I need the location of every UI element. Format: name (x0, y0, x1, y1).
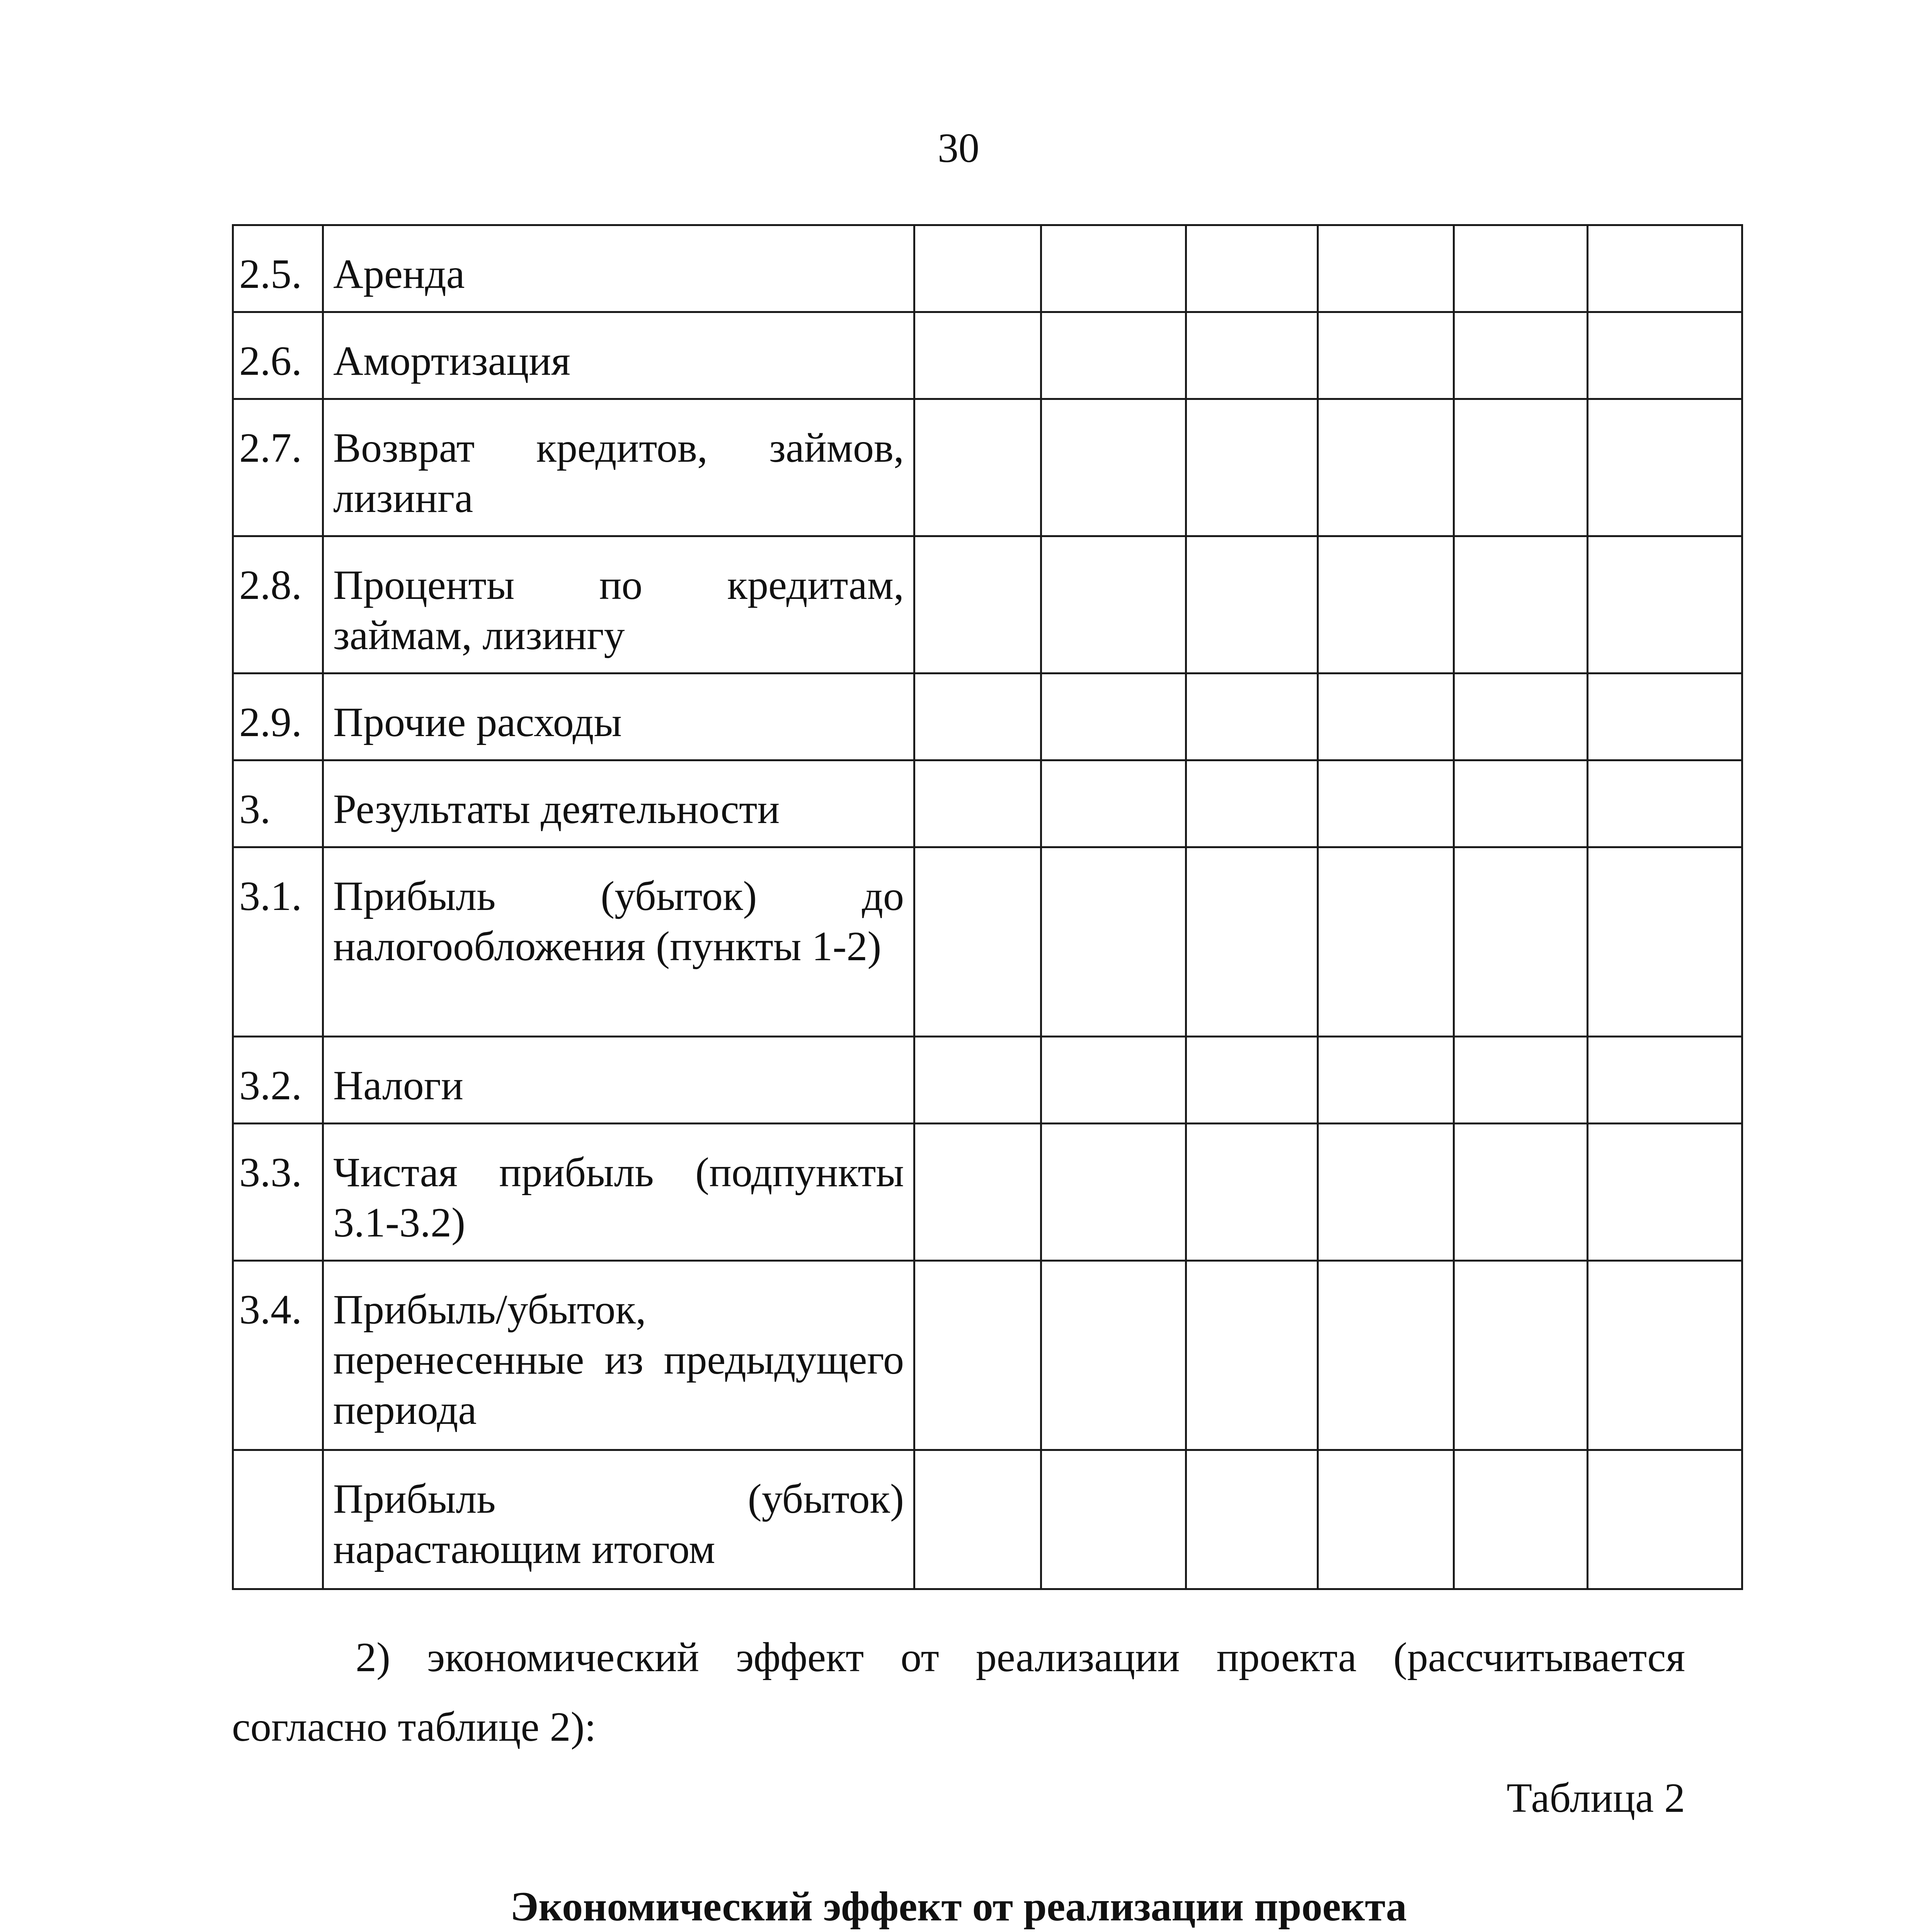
value-cell (1588, 847, 1742, 1037)
value-cell (1186, 536, 1318, 673)
value-cell (914, 536, 1041, 673)
value-cell (1588, 312, 1742, 399)
value-cell (1454, 1037, 1588, 1124)
table-1-financial-results (232, 224, 1743, 1590)
value-cell (914, 847, 1041, 1037)
value-cell (1186, 673, 1318, 760)
value-cell (1454, 847, 1588, 1037)
value-cell (1454, 760, 1588, 847)
value-cell (914, 312, 1041, 399)
value-cell (1041, 847, 1186, 1037)
value-cell (1454, 536, 1588, 673)
value-cell (1454, 312, 1588, 399)
row-number: 2.9. (233, 673, 323, 760)
value-cell (1186, 847, 1318, 1037)
table-row (233, 536, 1742, 673)
table-row (233, 225, 1742, 312)
value-cell (1041, 673, 1186, 760)
value-cell (1186, 1037, 1318, 1124)
row-label: Прибыль (убыток) до налогообложения (пункты 1-2) (323, 847, 914, 1037)
row-label: Результаты деятельности (323, 760, 914, 847)
row-number: 2.8. (233, 536, 323, 673)
row-number: 3.3. (233, 1124, 323, 1261)
table-row (233, 673, 1742, 760)
table-row (233, 760, 1742, 847)
value-cell (1318, 312, 1454, 399)
row-label: Возврат кредитов, займов, лизинга (323, 399, 914, 536)
value-cell (914, 1261, 1041, 1450)
row-number: 3. (233, 760, 323, 847)
row-label: Чистая прибыль (подпункты 3.1-3.2) (323, 1124, 914, 1261)
value-cell (1588, 536, 1742, 673)
value-cell (1041, 1261, 1186, 1450)
page-number: 30 (938, 125, 979, 171)
value-cell (1186, 1261, 1318, 1450)
row-number: 3.4. (233, 1261, 323, 1450)
value-cell (1186, 760, 1318, 847)
value-cell (1318, 673, 1454, 760)
row-label: Прибыль/убыток, перенесенные из предыдущего периода (323, 1261, 914, 1450)
value-cell (1318, 1124, 1454, 1261)
value-cell (914, 225, 1041, 312)
value-cell (1318, 536, 1454, 673)
value-cell (1454, 673, 1588, 760)
value-cell (914, 399, 1041, 536)
row-number: 3.2. (233, 1037, 323, 1124)
value-cell (1454, 225, 1588, 312)
table-row (233, 847, 1742, 1037)
value-cell (1588, 399, 1742, 536)
table-row (233, 1037, 1742, 1124)
value-cell (1041, 1124, 1186, 1261)
row-label: Амортизация (323, 312, 914, 399)
value-cell (1588, 1261, 1742, 1450)
value-cell (1588, 673, 1742, 760)
table-row (233, 312, 1742, 399)
value-cell (1454, 1450, 1588, 1589)
value-cell (1186, 312, 1318, 399)
value-cell (1041, 399, 1186, 536)
value-cell (1041, 1037, 1186, 1124)
value-cell (1041, 1450, 1186, 1589)
paragraph-economic-effect: 2) экономический эффект от реализации проекта (рассчитывается согласно таблице 2): (232, 1634, 1685, 1750)
value-cell (1041, 536, 1186, 673)
row-label: Налоги (323, 1037, 914, 1124)
value-cell (1041, 225, 1186, 312)
value-cell (1318, 760, 1454, 847)
value-cell (1454, 399, 1588, 536)
value-cell (1454, 1124, 1588, 1261)
table-row (233, 1261, 1742, 1450)
row-number (233, 1450, 323, 1589)
row-label: Прочие расходы (323, 673, 914, 760)
value-cell (1318, 847, 1454, 1037)
value-cell (1588, 1037, 1742, 1124)
value-cell (914, 760, 1041, 847)
table-row (233, 1124, 1742, 1261)
row-number: 2.5. (233, 225, 323, 312)
value-cell (1454, 1261, 1588, 1450)
row-number: 2.6. (233, 312, 323, 399)
value-cell (914, 1450, 1041, 1589)
table-2-caption: Таблица 2 (1507, 1775, 1685, 1821)
value-cell (1186, 399, 1318, 536)
value-cell (1041, 312, 1186, 399)
table-row (233, 1450, 1742, 1589)
value-cell (1588, 1450, 1742, 1589)
table-2-title: Экономический эффект от реализации проекта (510, 1884, 1407, 1930)
value-cell (1318, 1037, 1454, 1124)
value-cell (1588, 225, 1742, 312)
row-label: Проценты по кредитам, займам, лизингу (323, 536, 914, 673)
value-cell (1318, 1450, 1454, 1589)
row-label: Аренда (323, 225, 914, 312)
value-cell (1318, 1261, 1454, 1450)
value-cell (914, 1124, 1041, 1261)
table-row (233, 399, 1742, 536)
value-cell (1041, 760, 1186, 847)
value-cell (1186, 1124, 1318, 1261)
row-number: 3.1. (233, 847, 323, 1037)
row-number: 2.7. (233, 399, 323, 536)
value-cell (1318, 225, 1454, 312)
value-cell (914, 1037, 1041, 1124)
row-label: Прибыль (убыток) нарастающим итогом (323, 1450, 914, 1589)
value-cell (1318, 399, 1454, 536)
value-cell (914, 673, 1041, 760)
value-cell (1588, 760, 1742, 847)
value-cell (1588, 1124, 1742, 1261)
value-cell (1186, 225, 1318, 312)
value-cell (1186, 1450, 1318, 1589)
